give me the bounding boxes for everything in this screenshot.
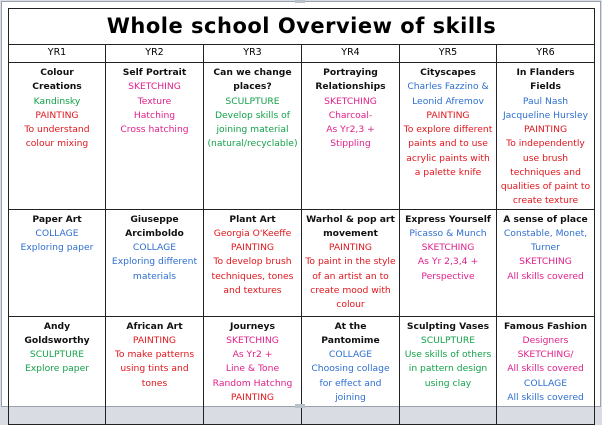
skill-text: Charcoal-: [328, 109, 373, 121]
skill-text: Develop skills of joining material: [214, 109, 291, 135]
skill-text: SCULPTURE: [420, 334, 476, 346]
year-header-yr2: YR2: [106, 45, 204, 63]
skill-text: PAINTING: [35, 109, 79, 121]
year-header-yr4: YR4: [302, 45, 400, 63]
skill-text: Picasso & Munch: [409, 227, 487, 239]
skill-cell: [204, 316, 302, 424]
skill-text: PAINTING: [426, 109, 470, 121]
unit-title: Plant Art: [229, 213, 276, 225]
skill-text: All skills covered: [507, 391, 584, 403]
table-row: [9, 209, 595, 316]
document-page: [1, 1, 601, 407]
skill-text: Charles Fazzino & Leonid Afremov: [407, 81, 489, 107]
skill-text: Hatching: [133, 109, 176, 121]
year-header-yr6: YR6: [497, 45, 595, 63]
unit-title: In Flanders Fields: [516, 67, 575, 93]
skill-cell: [9, 316, 106, 424]
table-row: [9, 63, 595, 210]
skill-text: To make patterns using tints and tones: [114, 349, 195, 389]
skill-text: All skills covered: [507, 270, 584, 282]
unit-title: Arcimboldo: [125, 227, 184, 239]
skill-text: All skills covered: [507, 363, 584, 375]
skill-text: Random Hatchng: [212, 377, 293, 389]
skill-text: PAINTING: [230, 391, 275, 403]
skill-text: Line & Tone: [225, 363, 280, 375]
skill-text: SCULPTURE: [225, 95, 280, 107]
unit-title: African Art: [126, 320, 183, 332]
unit-title: Portraying Relationships: [315, 67, 386, 93]
skill-cell: [497, 63, 595, 210]
resize-handle-top[interactable]: [295, 0, 305, 3]
skill-cell: [400, 63, 497, 210]
skill-cell: [106, 209, 204, 316]
skill-text: As Yr2,3 +: [326, 124, 375, 135]
skill-text: Constable, Monet, Turner: [503, 227, 588, 253]
skill-text: Exploring paper: [20, 242, 94, 253]
skill-text: PAINTING: [523, 124, 568, 135]
unit-title: Express Yourself: [405, 213, 491, 225]
skill-text: SKETCHING: [128, 81, 181, 93]
skill-text: COLLAGE: [523, 377, 568, 389]
skill-text: SKETCHING: [324, 95, 377, 107]
skill-text: SKETCHING: [226, 334, 279, 346]
skill-text: COLLAGE: [35, 227, 79, 239]
skill-cell: [204, 209, 302, 316]
resize-handle-bottom[interactable]: [295, 404, 305, 408]
year-header-row: [9, 45, 595, 63]
unit-title: Journeys: [229, 320, 276, 332]
skill-text: To understand colour mixing: [24, 124, 90, 150]
skill-text: PAINTING: [328, 242, 373, 253]
skill-text: Stippling: [330, 138, 371, 150]
skill-text: As Yr2 +: [232, 349, 273, 360]
skill-cell: [9, 63, 106, 210]
skill-text: SKETCHING/: [517, 349, 574, 360]
skill-text: Georgia O'Keeffe: [213, 227, 292, 239]
year-header-yr5: YR5: [400, 45, 497, 63]
skill-text: SCULPTURE: [29, 349, 85, 360]
skill-cell: [9, 209, 106, 316]
unit-title: Creations: [32, 81, 82, 93]
year-header-yr1: YR1: [9, 45, 106, 63]
skill-text: Texture: [137, 95, 172, 107]
skill-cell: [400, 316, 497, 424]
unit-title: Self Portrait: [122, 67, 187, 78]
skill-cell: [497, 316, 595, 424]
skill-text: As Yr 2,3,4 +: [417, 256, 479, 268]
skill-cell: [204, 63, 302, 210]
unit-title: Colour: [40, 67, 74, 78]
unit-title: Giuseppe: [130, 213, 179, 225]
skill-text: Use skills of others in pattern design using clay: [404, 349, 492, 389]
skill-text: To explore different paints and to use acrylic paints with a palette knife: [403, 124, 493, 178]
skill-text: COLLAGE: [328, 349, 373, 360]
skill-text: Cross hatching: [120, 124, 189, 135]
year-header-yr3: YR3: [204, 45, 302, 63]
page-title: Whole school Overview of skills: [9, 9, 595, 45]
skill-cell: [302, 63, 400, 210]
skill-text: Choosing collage for effect and joining: [311, 363, 390, 403]
unit-title: At the Pantomime: [321, 320, 380, 346]
unit-title: Sculpting Vases: [406, 320, 490, 332]
skill-text: To independently use brush techniques and qualities of paint to create texture: [500, 138, 591, 207]
skill-cell: [106, 63, 204, 210]
skill-text: Designers: [522, 334, 569, 346]
skill-text: SKETCHING: [421, 242, 475, 253]
skill-text: Explore paper: [24, 363, 90, 375]
skill-text: To paint in the style of an artist an to create mood with colour: [305, 256, 396, 310]
skill-cell: [302, 209, 400, 316]
skill-text: (natural/recyclable): [207, 138, 298, 150]
unit-title: Can we change places?: [213, 67, 292, 93]
unit-title: Famous Fashion: [504, 320, 587, 332]
skill-cell: [302, 316, 400, 424]
skill-text: Paul Nash Jacqueline Hursley: [502, 95, 589, 121]
skill-text: Kandinsky: [33, 95, 81, 107]
unit-title: Warhol & pop art movement: [306, 213, 395, 239]
unit-title: Paper Art: [32, 213, 82, 225]
skill-text: Exploring different materials: [111, 256, 198, 282]
unit-title: Andy Goldsworthy: [24, 320, 90, 346]
skill-cell: [497, 209, 595, 316]
skill-cell: [106, 316, 204, 424]
skill-text: PAINTING: [230, 242, 275, 253]
skill-text: To develop brush techniques, tones and textures: [211, 256, 294, 296]
unit-title: Cityscapes: [420, 67, 476, 78]
unit-title: A sense of place: [503, 213, 588, 225]
skills-overview-table: [8, 8, 595, 425]
skill-text: COLLAGE: [132, 242, 177, 253]
skill-text: SKETCHING: [519, 256, 572, 268]
skill-text: PAINTING: [132, 334, 177, 346]
skill-text: Perspective: [421, 270, 475, 282]
skill-cell: [400, 209, 497, 316]
